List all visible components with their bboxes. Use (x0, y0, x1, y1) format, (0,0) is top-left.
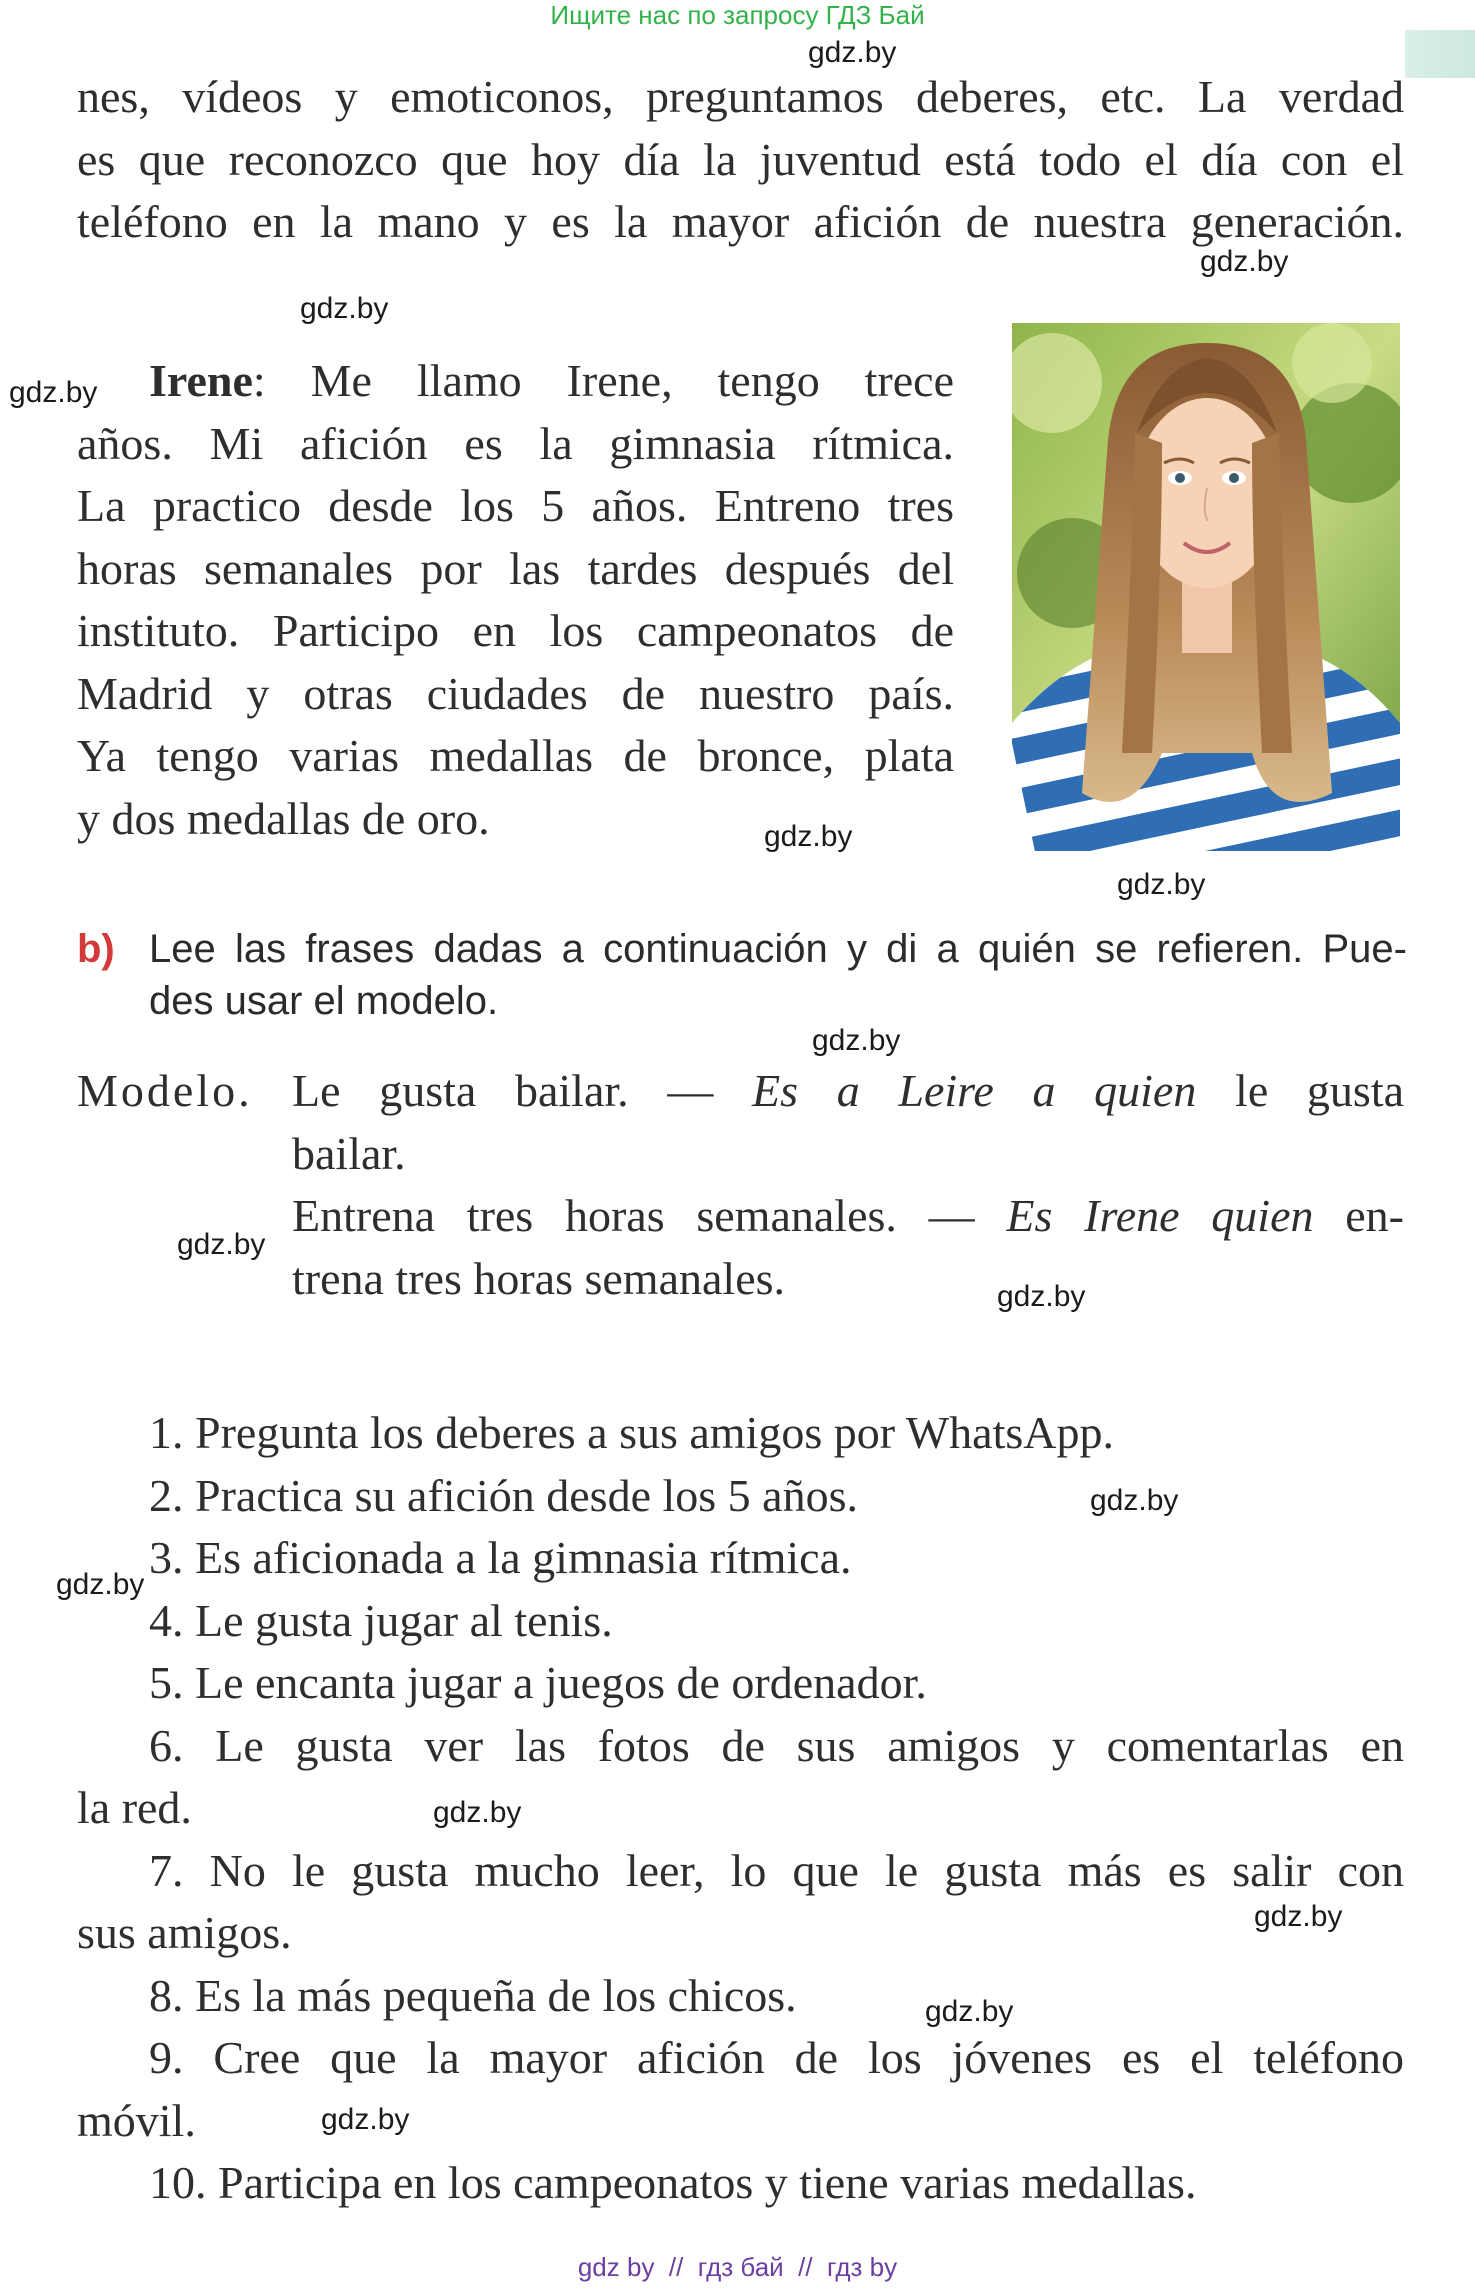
task-letter: b) (77, 927, 115, 971)
text-fragment: Le gusta bailar. — (292, 1065, 714, 1116)
list-item-continuation: la red. (77, 1782, 192, 1833)
intro-paragraph (77, 66, 1404, 254)
text-line: teléfono en la mano y es la mayor afición de nuestra generación. (77, 196, 1404, 247)
model-label: Modelo. (77, 1065, 253, 1116)
task-b-instruction (77, 923, 1407, 1027)
task-text-line: des usar el modelo. (149, 979, 499, 1023)
text-line: bailar. (292, 1127, 406, 1179)
list-item: 10. Participa en los campeonatos y tiene varias medallas. (149, 2157, 1197, 2208)
text-line: horas semanales por las tardes después del (77, 542, 954, 594)
italic-answer: Es Irene quien (1006, 1190, 1314, 1241)
irene-photo (1012, 323, 1400, 851)
italic-answer: Es a Leire a quien (752, 1065, 1197, 1116)
speaker-name: Irene (149, 355, 253, 406)
text-line (292, 1185, 1404, 1248)
list-item: 8. Es la más pequeña de los chicos. (149, 1969, 797, 2021)
list-item-continuation: sus amigos. (77, 1907, 292, 1958)
text-line: años. Mi afición es la gimnasia rítmica. (77, 417, 954, 469)
text-line: es que reconozco que hoy día la juventud está todo el día con el (77, 133, 1404, 185)
list-item-continuation: móvil. (77, 2094, 196, 2146)
watermark: gdz.by (808, 36, 897, 69)
watermark: gdz.by (1200, 245, 1289, 278)
watermark: gdz.by (56, 1568, 145, 1601)
top-banner[interactable]: Ищите нас по запросу ГДЗ Бай (550, 0, 925, 30)
list-item: 6. Le gusta ver las fotos de sus amigos y comentarlas en (149, 1719, 1404, 1771)
watermark: gdz.by (1254, 1900, 1343, 1933)
page-corner-tab (1405, 30, 1475, 78)
watermark: gdz.by (177, 1228, 266, 1261)
text-line (77, 350, 954, 413)
list-item: 4. Le gusta jugar al tenis. (149, 1594, 613, 1646)
list-item: 7. No le gusta mucho leer, lo que le gusta más es salir con (149, 1844, 1404, 1896)
watermark: gdz.by (300, 292, 389, 325)
irene-paragraph (77, 350, 954, 850)
watermark: gdz.by (9, 376, 98, 409)
list-item: 1. Pregunta los deberes a sus amigos por WhatsApp. (149, 1407, 1114, 1458)
text-line: Madrid y otras ciudades de nuestro país. (77, 667, 954, 719)
task-text-line: Lee las frases dadas a continuación y di a quién se refieren. Pue- (149, 927, 1407, 971)
watermark: gdz.by (997, 1280, 1086, 1313)
list-item: 3. Es aficionada a la gimnasia rítmica. (149, 1532, 852, 1583)
footer-links[interactable]: gdz by // гдз бай // гдз by (577, 2252, 898, 2282)
list-item: 2. Practica su afición desde los 5 años. (149, 1469, 858, 1521)
text-line: y dos medallas de oro. (77, 792, 490, 844)
text-fragment: : Me llamo Irene, tengo trece (252, 355, 954, 406)
text-fragment: en- (1345, 1190, 1405, 1241)
text-fragment: le gusta (1235, 1065, 1405, 1116)
text-line (292, 1060, 1404, 1123)
watermark: gdz.by (1090, 1484, 1179, 1517)
text-line: nes, vídeos y emoticonos, preguntamos deberes, etc. La verdad (77, 71, 1404, 122)
watermark: gdz.by (433, 1796, 522, 1829)
list-item: 5. Le encanta jugar a juegos de ordenador. (149, 1657, 927, 1708)
watermark: gdz.by (812, 1024, 901, 1057)
model-example (77, 1060, 1404, 1310)
text-line: La practico desde los 5 años. Entreno tres (77, 480, 954, 531)
text-fragment: Entrena tres horas semanales. — (292, 1190, 975, 1241)
text-line: instituto. Participo en los campeonatos de (77, 605, 954, 656)
sentence-list (77, 1402, 1404, 2215)
watermark: gdz.by (764, 820, 853, 853)
watermark: gdz.by (925, 1995, 1014, 2028)
watermark: gdz.by (1117, 868, 1206, 901)
text-line: Ya tengo varias medallas de bronce, plata (77, 730, 954, 781)
watermark: gdz.by (321, 2103, 410, 2136)
text-line: trena tres horas semanales. (292, 1252, 786, 1304)
list-item: 9. Cree que la mayor afición de los jóvenes es el teléfono (149, 2032, 1404, 2083)
